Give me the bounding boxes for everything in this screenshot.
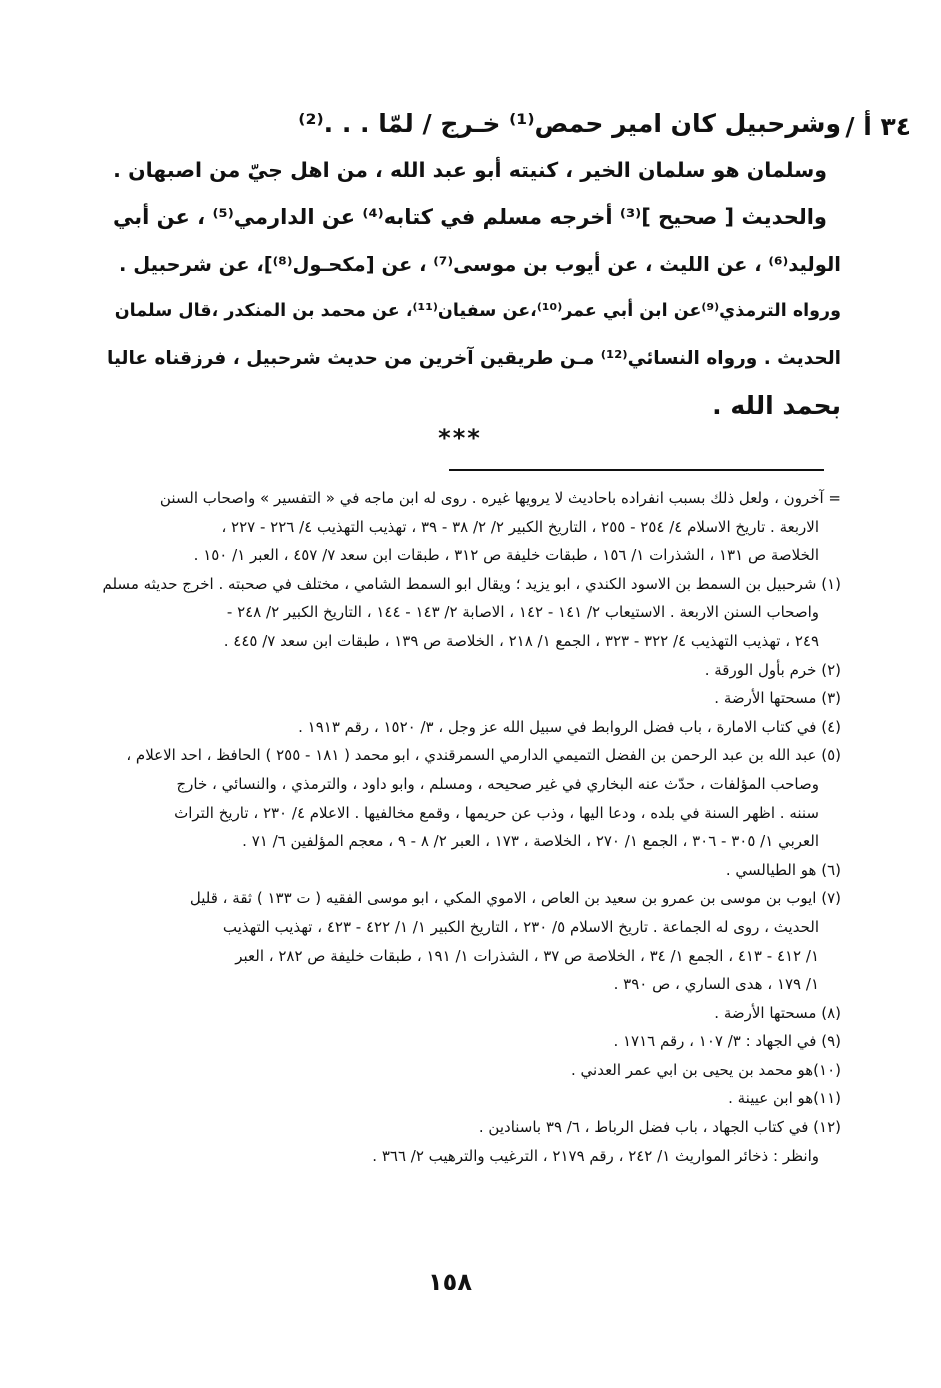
footnote-line: وانظر : ذخائر المواريث ١/ ٢٤٢ ، رقم ٢١٧٩ ، الترغيب والترهيب ٢/ ٣٦٦ . bbox=[372, 1146, 819, 1165]
main-line: والحديث [ صحيح ]⁽³⁾ أخرجه مسلم في كتابه⁽⁴⁾ عن الدارمي⁽⁵⁾ ، عن أبي bbox=[112, 205, 827, 229]
footnote-line: (١٠)هو محمد بن يحيى بن ابي عمر العدني . bbox=[570, 1060, 841, 1079]
section-separator: *** bbox=[438, 424, 482, 452]
footnote-line: (٤) في كتاب الامارة ، باب فضل الروابط في سبيل الله عز وجل ، ٣/ ١٥٢٠ ، رقم ١٩١٣ . bbox=[298, 717, 841, 736]
main-line: وشرحبيل كان امير حمص⁽¹⁾ خـرج / لمّا . . .⁽²⁾ bbox=[298, 109, 841, 138]
main-line: وسلمان هو سلمان الخير ، كنيته أبو عبد الله ، من اهل جيّ من اصبهان . bbox=[113, 158, 827, 182]
footnote-line: (٩) في الجهاد : ٣/ ١٠٧ ، رقم ١٧١٦ . bbox=[613, 1032, 841, 1051]
footnote-line: واصحاب السنن الاربعة . الاستيعاب ٢/ ١٤١ - ١٤٢ ، الاصابة ٢/ ١٤٣ - ١٤٤ ، التاريخ الكبير ٢/ ٢٤٨ - bbox=[226, 603, 819, 622]
footnote-line: العربي ١/ ٣٠٥ - ٣٠٦ ، الجمع ١/ ٢٧٠ ، الخلاصة ، ١٧٣ ، العبر ٢/ ٨ - ٩ ، معجم المؤلفين ٦/ ٧١ . bbox=[242, 832, 819, 851]
footnote-line: (٣) مسحتها الأرضة . bbox=[714, 689, 841, 708]
footnote-line: ٢٤٩ ، تهذيب التهذيب ٤/ ٣٢٢ - ٣٢٣ ، الجمع ١/ ٢١٨ ، الخلاصة ص ١٣٩ ، طبقات ابن سعد ٧/ ٤٤٥ . bbox=[223, 631, 819, 650]
main-line: ورواه الترمذي⁽⁹⁾عن ابن أبي عمر⁽¹⁰⁾،عن سفيان⁽¹¹⁾، عن محمد بن المنكدر ،قال سلمان bbox=[114, 301, 841, 321]
footnote-line: (٨) مسحتها الأرضة . bbox=[714, 1003, 841, 1022]
footnote-line: وصاحب المؤلفات ، حدّث عنه البخاري في غير صحيحه ، ومسلم ، وابو داود ، والترمذي ، والنسائي ، خارج bbox=[176, 774, 819, 793]
footnotes-block bbox=[81, 484, 841, 1170]
footnote-line: (١) شرحبيل بن السمط بن الاسود الكندي ، ابو يزيد ؛ ويقال ابو السمط الشامي ، مختلف في صحبته . اخرج حديثه مسلم bbox=[102, 574, 841, 593]
main-text-block bbox=[103, 100, 841, 429]
footnote-line: = آخرون ، ولعل ذلك بسبب انفراده باحاديث لا يرويها غيره . روى له ابن ماجه في « التفسير » واصحاب السنن bbox=[159, 489, 841, 507]
page-number: ١٥٨ bbox=[428, 1268, 472, 1296]
footnote-line: (٢) خرم بأول الورقة . bbox=[704, 660, 841, 679]
main-line: الحديث . ورواه النسائي⁽¹²⁾ مـن طريقين آخرين من حديث شرحبيل ، فرزقناه عاليا bbox=[107, 348, 841, 369]
footnote-line: الحديث ، روى له الجماعة . تاريخ الاسلام ٥/ ٢٣٠ ، التاريخ الكبير ١/ ١/ ٤٢٢ - ٤٢٣ ، تهذيب التهذيب bbox=[222, 917, 819, 936]
footnote-line: (١١)هو ابن عيينة . bbox=[728, 1089, 841, 1108]
footnote-line: ١/ ٤١٢ - ٤١٣ ، الجمع ١/ ٣٤ ، الخلاصة ص ٣٧ ، الشذرات ١/ ١٩١ ، طبقات خليفة ص ٢٨٢ ، العبر bbox=[235, 946, 819, 965]
main-line: الوليد⁽⁶⁾ ، عن الليث ، عن أيوب بن موسى⁽⁷⁾ ، عن [مكحـول⁽⁸⁾]، عن شرحبيل . bbox=[119, 253, 841, 276]
folio-marker: / ٣٤ أ bbox=[845, 112, 911, 141]
footnote-line: (٧) ايوب بن موسى بن عمرو بن سعيد بن العاص ، الاموي المكي ، ابو موسى الفقيه ( ت ١٣٣ ) ثقة ، قليل bbox=[189, 889, 841, 908]
footnote-rule bbox=[449, 469, 824, 471]
main-line: بحمد الله . bbox=[712, 391, 841, 420]
footnote-line: (٦) هو الطيالسي . bbox=[725, 860, 841, 879]
footnote-line: الخلاصة ص ١٣١ ، الشذرات ١/ ١٥٦ ، طبقات خليفة ص ٣١٢ ، طبقات ابن سعد ٧/ ٤٥٧ ، العبر ١/ ١٥٠ . bbox=[193, 546, 819, 565]
footnote-line: (١٢) في كتاب الجهاد ، باب فضل الرباط ، ٦/ ٣٩ باسنادين . bbox=[478, 1118, 841, 1137]
footnote-line: (٥) عبد الله بن عبد الرحمن بن الفضل التميمي الدارمي السمرقندي ، ابو محمد ( ١٨١ - ٢٥٥ ) الحافظ ، احد الاعلام ، bbox=[126, 746, 841, 765]
footnote-line: سننه . اظهر السنة في بلده ، ودعا اليها ، وذب عن حريمها ، وقمع مخالفيها . الاعلام ٤/ ٢٣٠ ، تاريخ التراث bbox=[174, 803, 819, 822]
footnote-line: الاربعة . تاريخ الاسلام ٤/ ٢٥٤ - ٢٥٥ ، التاريخ الكبير ٢/ ٢/ ٣٨ - ٣٩ ، تهذيب التهذيب ٤/ ٢٢٦ - ٢٢٧ ، bbox=[221, 517, 819, 536]
footnote-line: ١/ ١٧٩ ، هدى الساري ، ص ٣٩٠ . bbox=[613, 975, 819, 994]
